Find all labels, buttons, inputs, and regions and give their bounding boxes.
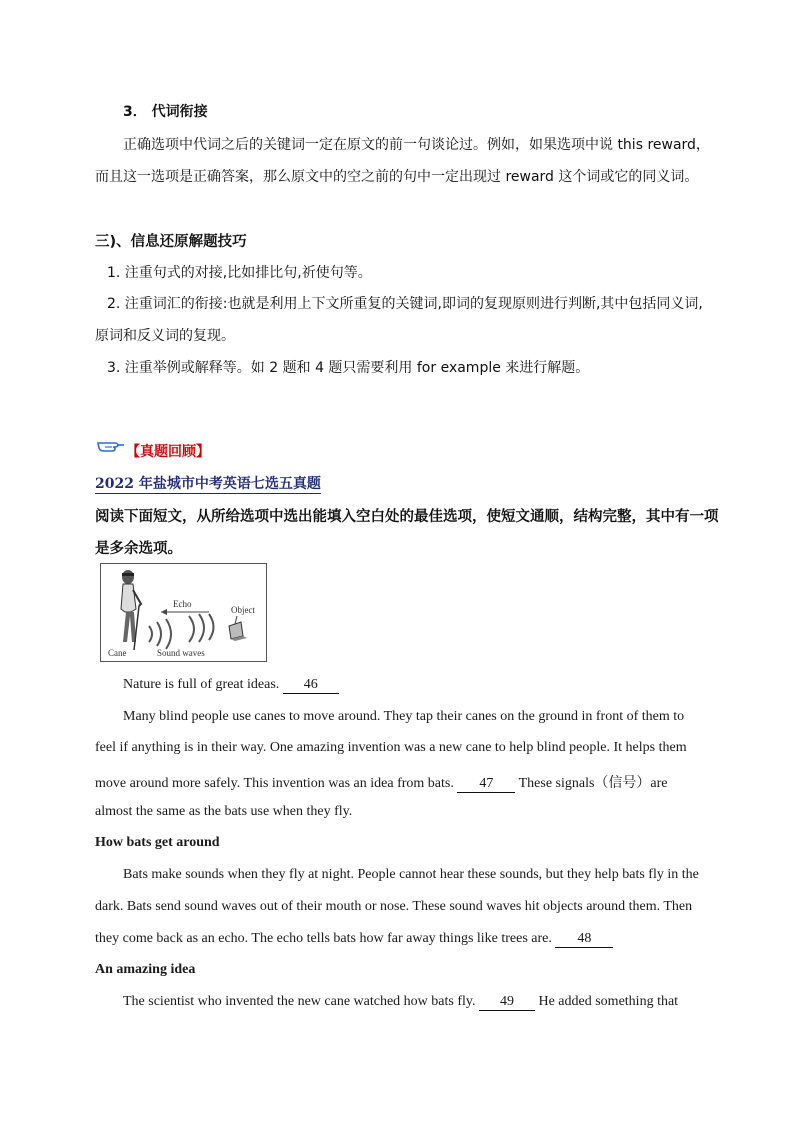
- section-3-line-1: 正确选项中代词之后的关键词一定在原文的前一句谈论过。例如，如果选项中说 this reward，: [123, 137, 710, 153]
- subheading-how-bats: How bats get around: [95, 835, 220, 850]
- review-label: 【真题回顾】: [126, 444, 210, 460]
- instruction-line-2: 是多余选项。: [95, 541, 182, 557]
- tip-item-2: 2. 注重词汇的衔接:也就是利用上下文所重复的关键词,即词的复现原则进行判断,其中包括同义词,: [107, 296, 703, 312]
- tips-heading: 三)、信息还原解题技巧: [95, 234, 247, 250]
- blank-47: 47: [457, 776, 515, 793]
- tip-item-2-continued: 原词和反义词的复现。: [95, 328, 235, 344]
- paragraph-3-line-3a: they come back as an echo. The echo tells bats how far away things like trees are.: [95, 931, 556, 946]
- section-3-line-2: 而且这一选项是正确答案，那么原文中的空之前的句中一定出现过 reward 这个词或它的同义词。: [95, 169, 699, 185]
- paragraph-2-line-4: almost the same as the bats use when they fly.: [95, 804, 353, 819]
- paragraph-3-line-2: dark. Bats send sound waves out of their mouth or nose. These sound waves hit objects around them. Then: [95, 899, 693, 914]
- paragraph-4-line-1b: He added something that: [534, 994, 679, 1009]
- paragraph-3-line-1: Bats make sounds when they fly at night. People cannot hear these sounds, but they help bats fly in the: [123, 867, 699, 882]
- paragraph-2-line-3a: move around more safely. This invention was an idea from bats.: [95, 776, 458, 791]
- bat-cane-figure: [100, 563, 267, 662]
- paragraph-2-line-3: [95, 772, 668, 793]
- object-label: Object: [231, 605, 255, 615]
- tip-item-1: 1. 注重句式的对接,比如排比句,祈使句等。: [107, 265, 372, 281]
- exam-title: 2022 年盐城市中考英语七选五真题: [95, 473, 321, 494]
- instruction-line-1: 阅读下面短文，从所给选项中选出能填入空白处的最佳选项，使短文通顺，结构完整，其中有一项: [95, 509, 719, 525]
- blank-48: 48: [555, 931, 613, 948]
- paragraph-4-line-1: [123, 994, 678, 1011]
- sound-waves-label: Sound waves: [157, 648, 205, 658]
- blank-46: 46: [283, 677, 339, 694]
- pointing-hand-icon: [96, 436, 126, 454]
- passage-paragraph-1: [123, 677, 339, 694]
- paragraph-2-line-1: Many blind people use canes to move around. They tap their canes on the ground in front of them to: [123, 709, 685, 724]
- paragraph-4-line-1a: The scientist who invented the new cane watched how bats fly.: [123, 994, 479, 1009]
- echo-label: Echo: [173, 599, 192, 609]
- section-3-heading: 3． 代词衔接: [123, 104, 208, 120]
- cane-label: Cane: [108, 648, 127, 658]
- blank-49: 49: [479, 994, 535, 1011]
- paragraph-1-text: Nature is full of great ideas.: [123, 677, 283, 692]
- paragraph-3-line-3: [95, 931, 613, 948]
- paragraph-2-line-2: feel if anything is in their way. One amazing invention was a new cane to help blind people. It helps them: [95, 740, 687, 755]
- tip-item-3: 3. 注重举例或解释等。如 2 题和 4 题只需要利用 for example 来进行解题。: [107, 360, 590, 376]
- paragraph-2-line-3b: These signals（信号）are: [515, 776, 668, 791]
- subheading-amazing-idea: An amazing idea: [95, 962, 196, 977]
